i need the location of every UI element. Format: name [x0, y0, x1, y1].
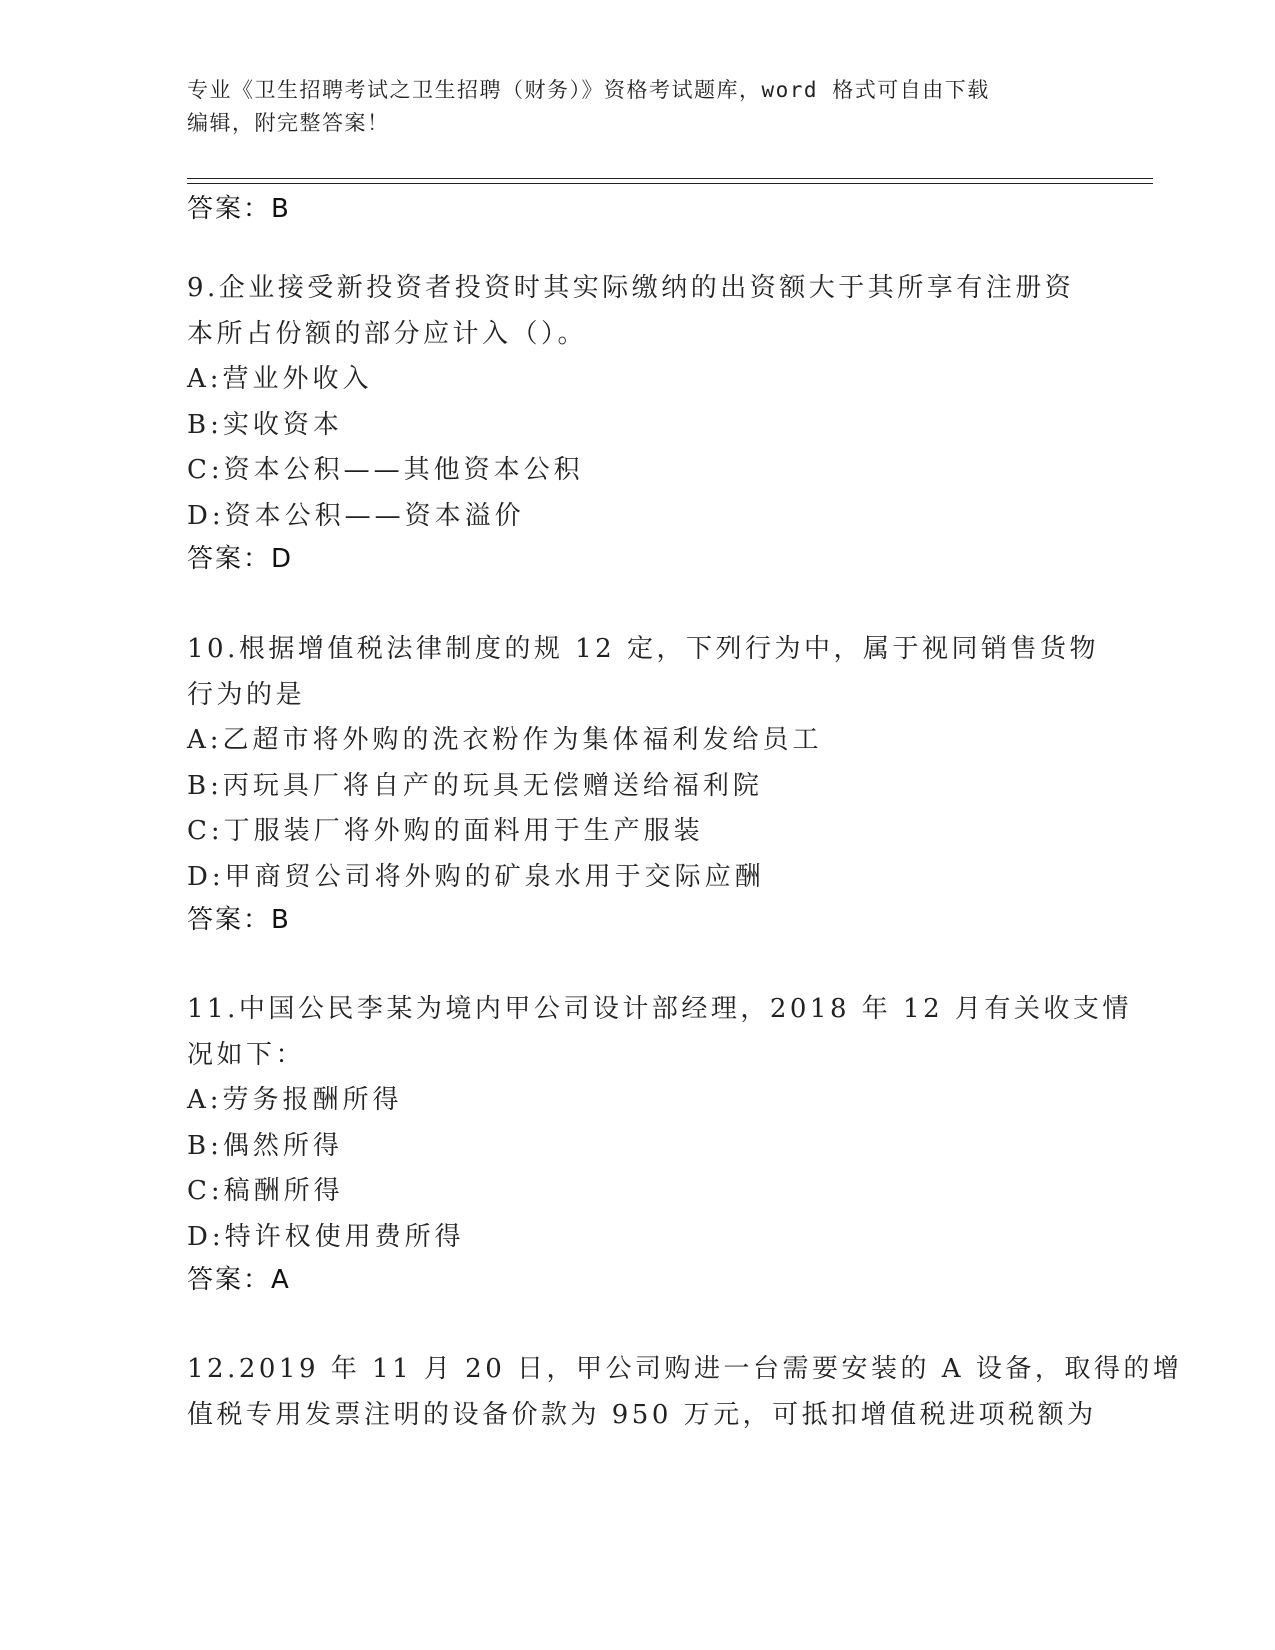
question-text-line: 9.企业接受新投资者投资时其实际缴纳的出资额大于其所享有注册资 — [187, 273, 1075, 303]
answer: 答案：A — [187, 1265, 291, 1295]
answer: 答案：D — [187, 544, 294, 574]
option-a: A:乙超市将外购的洗衣粉作为集体福利发给员工 — [187, 725, 823, 755]
header-line-2: 编辑，附完整答案！ — [187, 111, 390, 135]
option-d: D:甲商贸公司将外购的矿泉水用于交际应酬 — [187, 861, 765, 892]
question-10 — [187, 626, 1107, 940]
question-11 — [187, 986, 1132, 1300]
header-rule-top — [187, 178, 1153, 179]
question-text-line: 11.中国公民李某为境内甲公司设计部经理，2018 年 12 月有关收支情 — [187, 994, 1132, 1024]
option-c: C:稿酬所得 — [187, 1176, 344, 1206]
question-9 — [187, 265, 1107, 579]
option-b: B:丙玩具厂将自产的玩具无偿赠送给福利院 — [187, 770, 763, 801]
document-header — [187, 74, 1087, 140]
option-d: D:特许权使用费所得 — [187, 1221, 465, 1252]
question-text-line: 况如下： — [187, 1040, 306, 1070]
question-text-line: 10.根据增值税法律制度的规 12 定，下列行为中，属于视同销售货物 — [187, 634, 1099, 664]
question-text-line: 12.2019 年 11 月 20 日，甲公司购进一台需要安装的 A 设备，取得的增 — [187, 1354, 1183, 1384]
answer-previous: 答案：B — [187, 194, 291, 224]
option-a: A:营业外收入 — [187, 364, 373, 394]
option-a: A:劳务报酬所得 — [187, 1085, 403, 1115]
header-rule-bottom — [187, 183, 1153, 184]
question-text-line: 行为的是 — [187, 680, 306, 710]
question-text-line: 值税专用发票注明的设备价款为 950 万元，可抵扣增值税进项税额为 — [187, 1400, 1097, 1430]
option-c: C:丁服装厂将外购的面料用于生产服装 — [187, 816, 704, 846]
question-12 — [187, 1346, 1183, 1438]
option-d: D:资本公积——资本溢价 — [187, 500, 525, 531]
option-c: C:资本公积——其他资本公积 — [187, 455, 584, 485]
header-line-1: 专业《卫生招聘考试之卫生招聘（财务）》资格考试题库，word 格式可自由下载 — [187, 78, 990, 102]
answer: 答案：B — [187, 905, 291, 935]
question-text-line: 本所占份额的部分应计入（）。 — [187, 319, 588, 349]
option-b: B:偶然所得 — [187, 1130, 343, 1161]
option-b: B:实收资本 — [187, 409, 343, 440]
